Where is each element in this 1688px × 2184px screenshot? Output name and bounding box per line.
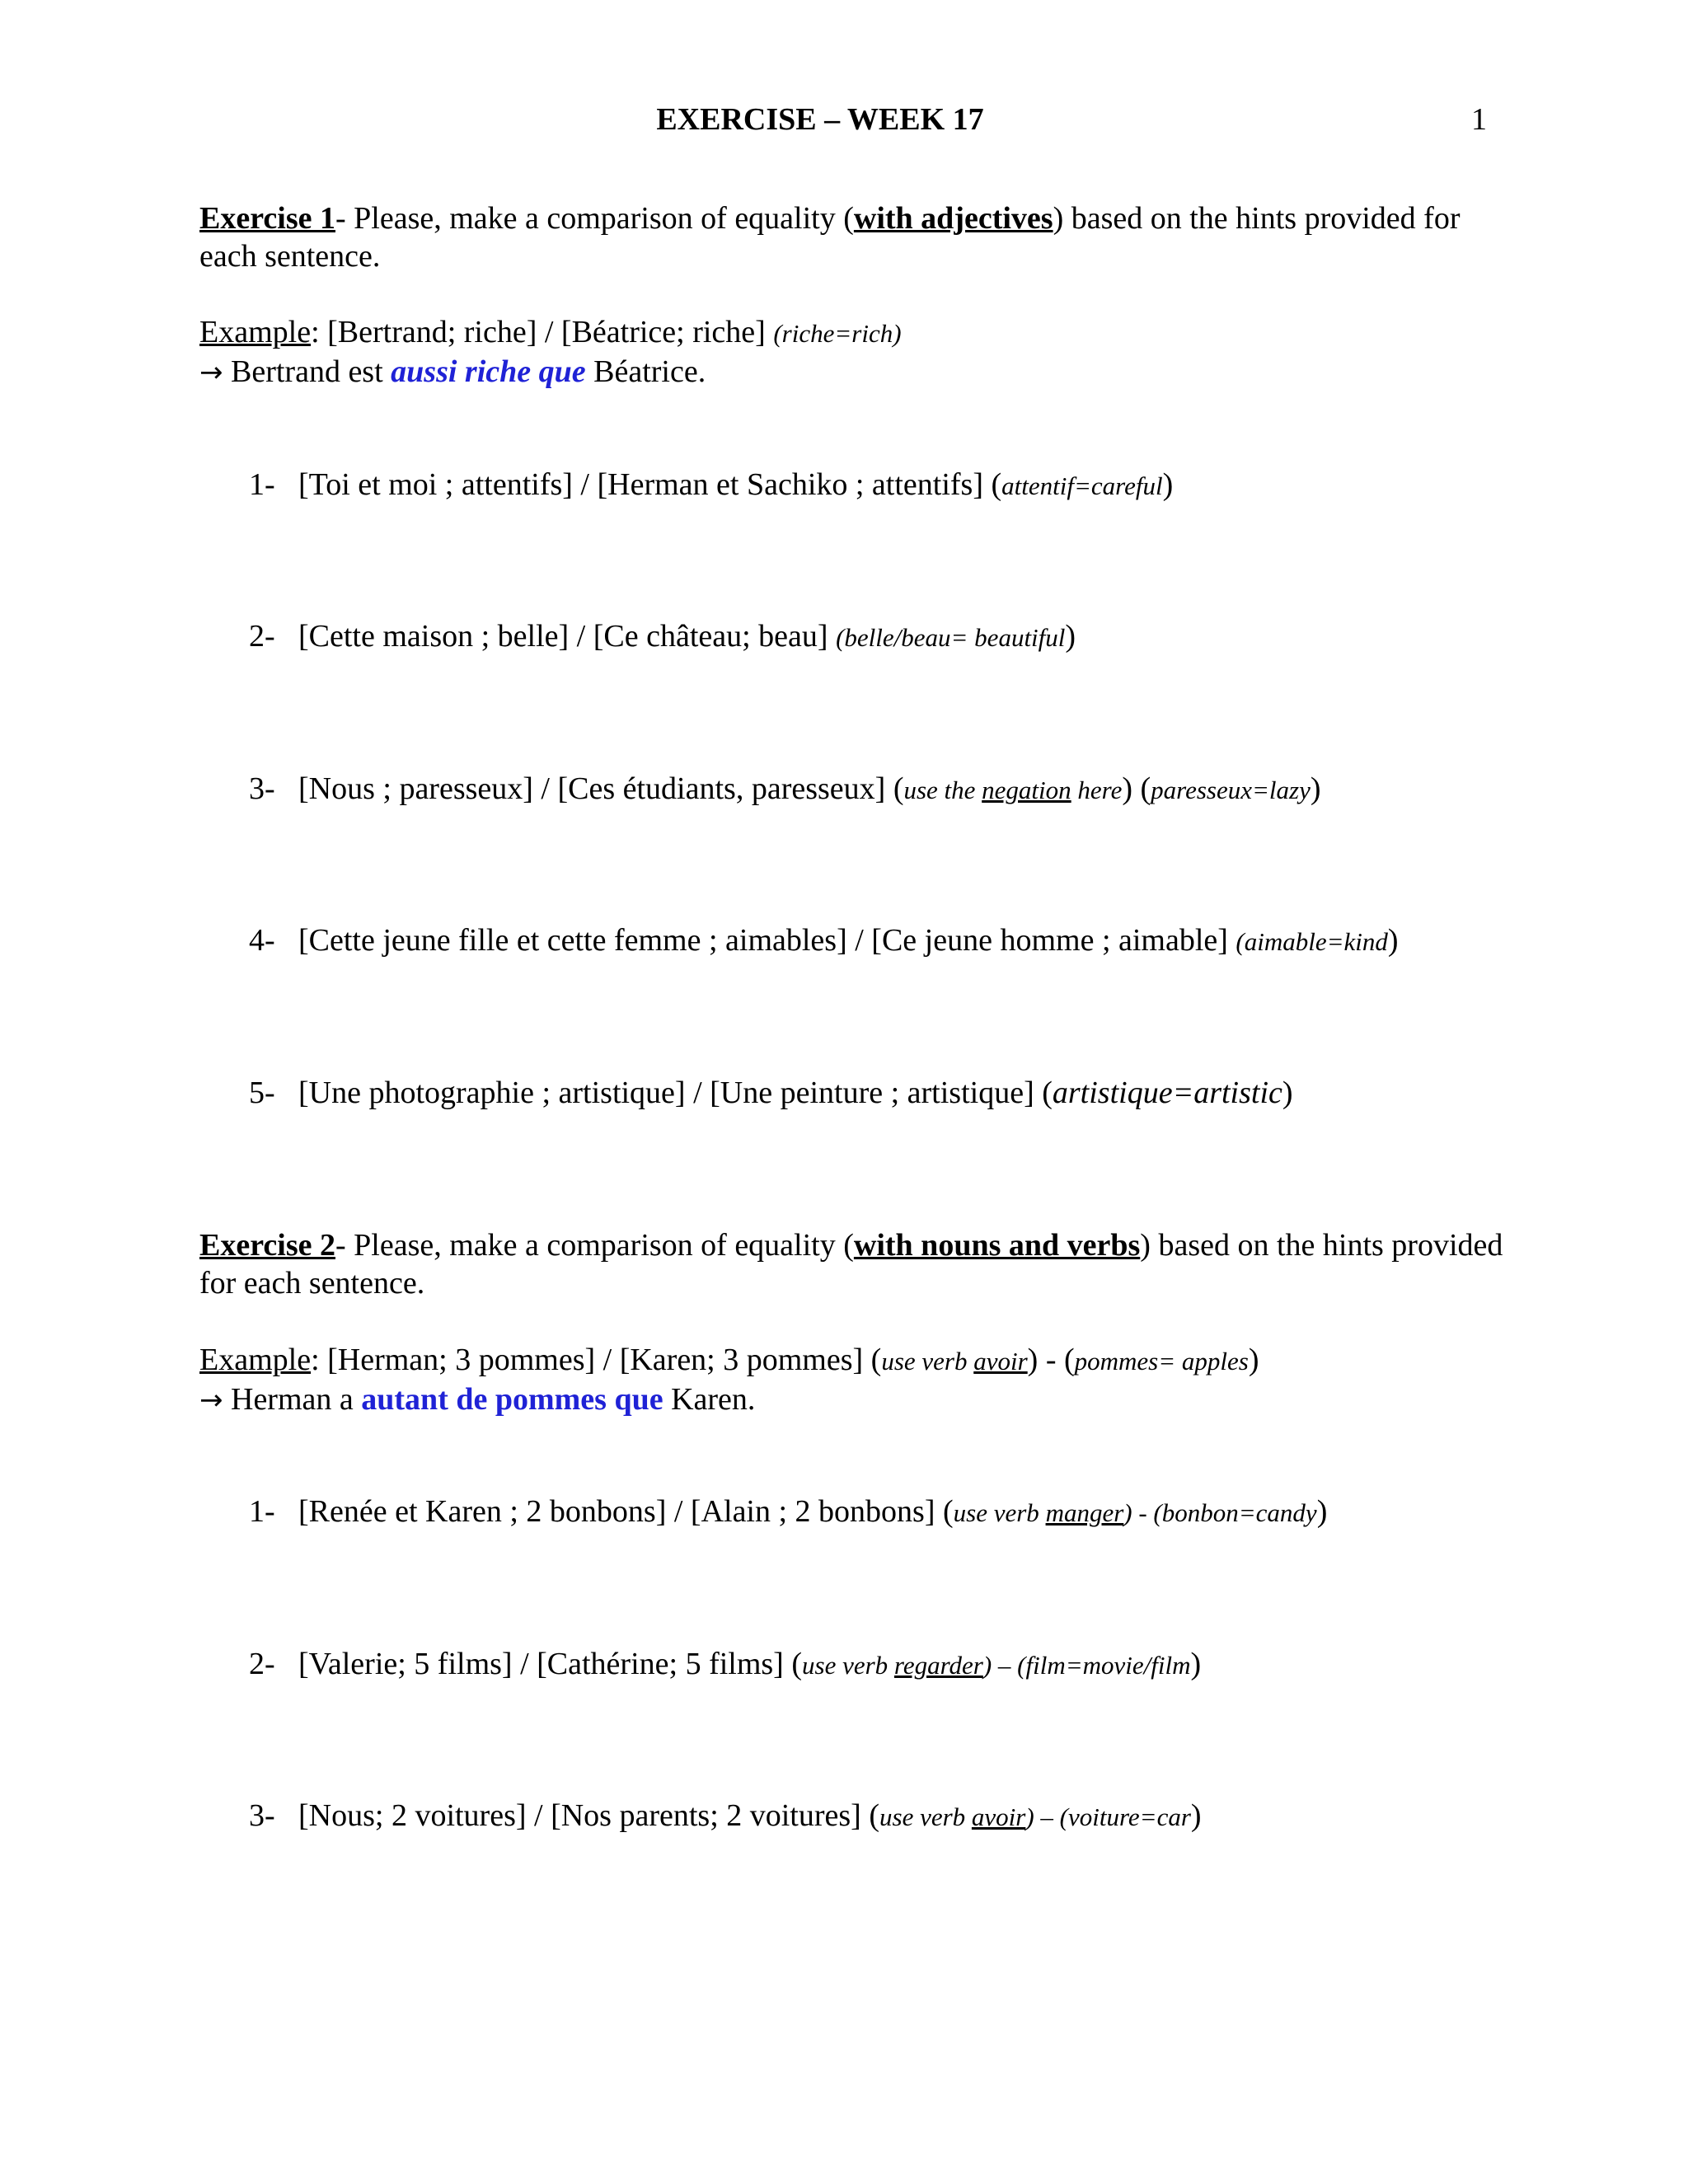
example-answer-end: Karen.	[663, 1382, 756, 1417]
item-text: [Toi et moi ; attentifs] / [Herman et Sachiko ; attentifs] (	[298, 467, 1002, 502]
item-hint-end: here	[1071, 776, 1123, 804]
item-hint-2: paresseux=lazy	[1151, 776, 1311, 804]
exercise-1-example	[199, 313, 1518, 391]
item-number: 2-	[249, 1647, 275, 1681]
example-separator: ) - (	[1027, 1343, 1075, 1377]
item-hint-end: ) - (bonbon=candy	[1123, 1498, 1317, 1527]
example-answer-line	[199, 1380, 1518, 1419]
item-hint-underlined: avoir	[971, 1802, 1026, 1831]
item-text: [Une photographie ; artistique] / [Une peinture ; artistique] (	[298, 1076, 1053, 1110]
item-hint: use verb	[802, 1651, 894, 1680]
item-text: [Nous; 2 voitures] / [Nos parents; 2 voitures] (	[298, 1798, 879, 1833]
item-hint: (aimable=kind	[1236, 927, 1388, 956]
item-hint-underlined: negation	[982, 776, 1071, 804]
item-number: 2-	[249, 619, 275, 654]
item-number: 3-	[249, 1798, 275, 1833]
exercise-2-example	[199, 1341, 1518, 1419]
item-close: )	[1387, 923, 1399, 958]
item-close: )	[1310, 771, 1321, 806]
exercise-1-instruction-end: ) based on the hints provided for each sentence.	[199, 201, 1461, 274]
item-separator: ) (	[1122, 771, 1151, 806]
exercise-2-item	[249, 1797, 1535, 1836]
item-text: [Renée et Karen ; 2 bonbons] / [Alain ; 2 bonbons] (	[298, 1494, 954, 1529]
item-hint-end: ) – (voiture=car	[1025, 1802, 1191, 1831]
item-text: [Cette jeune fille et cette femme ; aimables] / [Ce jeune homme ; aimable]	[298, 923, 1236, 958]
item-number: 5-	[249, 1076, 275, 1110]
exercise-2-instruction-end: ) based on the hints provided for each sentence.	[199, 1228, 1503, 1301]
item-hint: use the	[903, 776, 982, 804]
item-hint-end: ) – (film=movie/film	[982, 1651, 1191, 1680]
exercise-1-instruction	[199, 199, 1518, 275]
example-prompt-line	[199, 1341, 1518, 1380]
arrow-icon: →	[199, 1384, 223, 1417]
exercise-2-instruction	[199, 1226, 1518, 1302]
exercise-1-item	[249, 466, 1535, 505]
item-close: )	[1282, 1076, 1293, 1110]
example-label: Example	[199, 1343, 312, 1377]
exercise-2-item	[249, 1645, 1535, 1685]
example-hint: use verb	[881, 1347, 974, 1376]
item-hint: use verb	[879, 1802, 972, 1831]
exercise-2-instruction-text: - Please, make a comparison of equality (	[335, 1228, 854, 1263]
example-hint: (riche=rich)	[773, 319, 902, 348]
exercise-2-emphasis: with nouns and verbs	[853, 1228, 1141, 1263]
item-close: )	[1162, 467, 1174, 502]
example-answer-end: Béatrice.	[585, 354, 706, 389]
example-prompt: : [Bertrand; riche] / [Béatrice; riche]	[311, 315, 774, 349]
item-hint: use verb	[953, 1498, 1046, 1527]
item-hint: artistique=artistic	[1052, 1076, 1282, 1110]
example-close: )	[1248, 1343, 1259, 1377]
exercise-2-item	[249, 1493, 1535, 1532]
item-close: )	[1065, 619, 1076, 654]
item-text: [Nous ; paresseux] / [Ces étudiants, paresseux] (	[298, 771, 904, 806]
item-number: 4-	[249, 923, 275, 958]
example-hint-underlined: avoir	[973, 1347, 1028, 1376]
example-prompt: : [Herman; 3 pommes] / [Karen; 3 pommes] (	[311, 1343, 882, 1377]
exercise-2-label: Exercise 2	[199, 1228, 335, 1263]
exercise-1-item	[249, 1074, 1535, 1112]
page-title: EXERCISE – WEEK 17	[656, 102, 984, 137]
item-hint-underlined: manger	[1045, 1498, 1124, 1527]
exercise-1-emphasis: with adjectives	[853, 201, 1053, 236]
example-answer-line	[199, 353, 1518, 391]
exercise-1-instruction-text: - Please, make a comparison of equality (	[335, 201, 854, 236]
item-number: 1-	[249, 467, 275, 502]
example-answer-highlight: autant de pommes que	[361, 1382, 663, 1417]
exercise-1-label: Exercise 1	[199, 201, 335, 236]
arrow-icon: →	[199, 356, 223, 389]
example-answer-start: Bertrand est	[223, 354, 392, 389]
item-close: )	[1190, 1798, 1202, 1833]
item-hint-underlined: regarder	[893, 1651, 983, 1680]
item-text: [Cette maison ; belle] / [Ce château; beau]	[298, 619, 837, 654]
example-answer-start: Herman a	[223, 1382, 362, 1417]
exercise-1-item	[249, 770, 1535, 809]
item-number: 3-	[249, 771, 275, 806]
exercise-1-item	[249, 921, 1535, 961]
item-close: )	[1190, 1647, 1202, 1681]
item-text: [Valerie; 5 films] / [Cathérine; 5 films] (	[298, 1647, 802, 1681]
example-label: Example	[199, 315, 312, 349]
item-hint: attentif=careful	[1001, 471, 1163, 500]
exercise-1-item	[249, 617, 1535, 657]
page-number: 1	[1471, 102, 1487, 137]
example-hint-2: pommes= apples	[1074, 1347, 1249, 1376]
example-answer-highlight: aussi riche que	[391, 354, 586, 389]
item-hint: (belle/beau= beautiful	[836, 623, 1066, 652]
item-number: 1-	[249, 1494, 275, 1529]
example-prompt-line	[199, 313, 1518, 353]
item-close: )	[1316, 1494, 1328, 1529]
